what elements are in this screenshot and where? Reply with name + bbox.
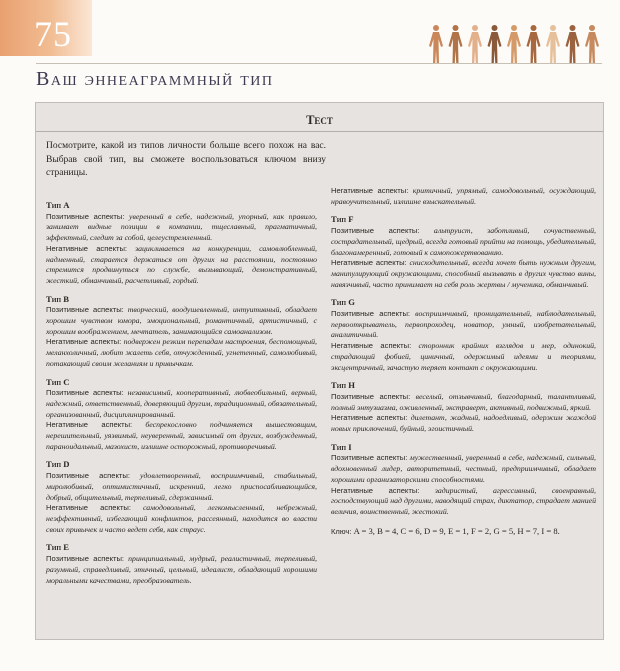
positive-label: Позитивные аспекты: bbox=[331, 453, 408, 463]
negative-aspects bbox=[331, 341, 596, 373]
test-panel bbox=[35, 102, 604, 640]
key-label: Ключ: bbox=[331, 526, 352, 536]
negative-aspects bbox=[46, 244, 317, 287]
type-block-g bbox=[331, 297, 596, 373]
type-heading: Тип H bbox=[331, 380, 355, 391]
positive-text: творческий, воодушевленный, интуитивный, обладает хорошим чувством юмора, эмоциональный, романтичный, артистичный, с хорошим воображением, мечтатель, занимающийся самоанализом. bbox=[46, 305, 318, 336]
negative-label: Негативные аспекты: bbox=[331, 341, 412, 351]
positive-label: Позитивные аспекты: bbox=[46, 471, 130, 481]
types-column-right bbox=[331, 186, 596, 537]
negative-aspects bbox=[331, 413, 596, 434]
negative-text: дилетант, жадный, надоедливый, одержим жаждой новых приключений, буйный, эгоистичный. bbox=[331, 413, 596, 434]
positive-text: мужественный, уверенный в себе, надежный, сильный, вдохновенный лидер, авторитетный, честный, предприимчивый, обладает хорошими организаторскими способностями. bbox=[331, 453, 597, 484]
positive-text: уверенный в себе, надежный, упорный, как правило, занимает видные позиции в компании, тщеславный, прагматичный, эффектный, следит за собой, целеустремленный. bbox=[46, 211, 318, 243]
type-block-c bbox=[46, 377, 317, 453]
human-figure-icon bbox=[507, 25, 521, 64]
negative-aspects bbox=[46, 503, 317, 535]
negative-label: Негативные аспекты: bbox=[46, 243, 128, 253]
key-text: A = 3, B = 4, C = 6, D = 9, E = 1, F = 2, G = 5, H = 7, I = 8. bbox=[353, 525, 560, 536]
human-figure-icon bbox=[488, 25, 502, 64]
negative-label: Негативные аспекты: bbox=[46, 503, 131, 513]
negative-text: самодовольный, легкомысленный, небрежный, неэффективный, избегающий конфликтов, рассеянный, находится во власти своих привычек и часто ведет себя, как страус. bbox=[46, 503, 317, 534]
negative-label: Негативные аспекты: bbox=[331, 186, 409, 195]
chapter-title: Ваш эннеаграммный тип bbox=[36, 68, 274, 90]
negative-text: сторонник крайних взглядов и мер, одинокий, страдающий фобией, циничный, одержимый идеями и теориями, эксцентричный, зачастую теряет контакт с окружающими. bbox=[331, 341, 596, 372]
test-title-divider bbox=[36, 131, 603, 132]
positive-aspects bbox=[331, 226, 596, 258]
positive-label: Позитивные аспекты: bbox=[46, 388, 124, 398]
test-intro: Посмотрите, какой из типов личности больше всего похож на вас. Выбрав свой тип, вы сможете воспользоваться ключом внизу страницы. bbox=[46, 141, 326, 178]
positive-aspects bbox=[46, 212, 317, 244]
negative-aspects bbox=[46, 337, 317, 369]
test-title: Тест bbox=[306, 113, 333, 127]
positive-label: Позитивные аспекты: bbox=[46, 211, 125, 221]
positive-text: альтруист, заботливый, сочувственный, сострадательный, щедрый, всегда готовый прийти на помощь, убедительный, благонамеренный, готовый к самопожертвованию. bbox=[331, 226, 596, 257]
positive-aspects bbox=[46, 388, 317, 420]
type-block-i bbox=[331, 442, 596, 518]
type-heading: Тип G bbox=[331, 297, 355, 308]
negative-text: зацикливается на конкуренции, самовлюбленный, надменный, старается держаться от других на расстоянии, постоянно стремится продвинуться по службе, вызывающий, демонстративный, жесткий, обманчивый, расчетливый, гордый. bbox=[46, 243, 318, 285]
negative-aspects bbox=[331, 186, 596, 207]
positive-text: веселый, отзывчивый, благодарный, талантливый, полный энтузиазма, оживленный, экстраверт, активный, подвижный, яркий. bbox=[331, 391, 596, 412]
page-number: 75 bbox=[34, 14, 72, 54]
types-column-left bbox=[46, 193, 317, 586]
positive-text: независимый, кооперативный, любвеобильный, верный, надежный, ответственный, доверяющий другим, традиционный, обязательный, организованный, дисциплинированный. bbox=[46, 388, 318, 419]
negative-text: снисходительный, всегда хочет быть нужным другим, манипулирующий окружающими, способный вызывать в других чувство вины, навязчивый, часто принимает на себя роль жертвы / мученика, обманчивый. bbox=[331, 258, 596, 289]
human-figure-icon bbox=[546, 25, 560, 64]
type-block-h bbox=[331, 380, 596, 435]
negative-text: подвержен резким перепадам настроения, беспомощный, меланхоличный, любит жалеть себя, отчужденный, угнетенный, самолюбивый, потакающий своим желаниям и привычкам. bbox=[46, 337, 317, 368]
positive-aspects bbox=[46, 305, 317, 337]
type-heading: Тип A bbox=[46, 200, 70, 210]
type-block-a bbox=[46, 200, 317, 287]
positive-aspects bbox=[46, 554, 317, 586]
type-heading: Тип B bbox=[46, 293, 69, 304]
positive-label: Позитивные аспекты: bbox=[331, 226, 420, 236]
human-figure-icon bbox=[429, 25, 443, 64]
positive-text: удовлетворенный, восприимчивый, стабильный, миролюбивый, оптимистичный, искренний, легко приспосабливающийся, добрый, общительный, терпеливый, сдержанный. bbox=[46, 471, 317, 502]
negative-aspects bbox=[331, 486, 596, 518]
positive-aspects bbox=[331, 309, 596, 341]
human-figure-icon bbox=[527, 25, 541, 64]
positive-label: Позитивные аспекты: bbox=[331, 309, 411, 319]
negative-aspects bbox=[331, 258, 596, 290]
type-block-f bbox=[331, 214, 596, 290]
type-heading: Тип I bbox=[331, 441, 352, 452]
human-figure-icon bbox=[468, 25, 482, 64]
negative-aspects bbox=[46, 420, 317, 452]
type-block-d bbox=[46, 459, 317, 535]
human-figure-icon bbox=[585, 25, 599, 64]
negative-label: Негативные аспекты: bbox=[46, 420, 133, 430]
type-block-e-continued bbox=[331, 186, 596, 207]
positive-text: принципиальный, мудрый, реалистичный, терпеливый, разумный, справедливый, этичный, цельный, идеалист, обладающий хорошими моральными качествами, преобразователь. bbox=[46, 554, 317, 585]
positive-aspects bbox=[331, 392, 596, 413]
negative-text: беспрекословно подчиняется вышестоящим, нерешительный, уязвимый, неуверенный, зависимый от других, возбужденный, параноидальный, мазохист, излишне осторожный, противоречивый. bbox=[46, 420, 317, 451]
type-block-b bbox=[46, 294, 317, 370]
answer-key bbox=[331, 526, 596, 538]
positive-aspects bbox=[46, 471, 317, 503]
type-heading: Тип E bbox=[46, 542, 69, 553]
negative-text: задиристый, агрессивный, своенравный, господствующий над другими, наводящий страх, диктатор, страдает манией величия, воинственный, жестокий. bbox=[331, 485, 596, 516]
positive-label: Позитивные аспекты: bbox=[46, 305, 124, 315]
header-divider bbox=[36, 63, 602, 64]
human-figures-illustration bbox=[426, 22, 606, 66]
positive-aspects bbox=[331, 453, 596, 485]
type-heading: Тип F bbox=[331, 214, 354, 225]
human-figure-icon bbox=[449, 25, 463, 64]
type-heading: Тип D bbox=[46, 459, 70, 470]
human-figure-icon bbox=[566, 25, 580, 64]
negative-text: критичный, упрямый, самодовольный, осуждающий, нравоучительный, излишне взыскательный. bbox=[331, 186, 596, 206]
type-block-e bbox=[46, 542, 317, 586]
positive-label: Позитивные аспекты: bbox=[46, 554, 125, 564]
negative-label: Негативные аспекты: bbox=[331, 485, 420, 495]
positive-text: восприимчивый, проницательный, наблюдательный, первооткрыватель, первопроходец, новатор, умный, изобретательный, аналитичный. bbox=[331, 309, 596, 340]
negative-label: Негативные аспекты: bbox=[331, 258, 407, 268]
page-number-banner bbox=[0, 0, 92, 56]
positive-label: Позитивные аспекты: bbox=[331, 391, 411, 401]
type-heading: Тип C bbox=[46, 376, 70, 387]
negative-label: Негативные аспекты: bbox=[331, 413, 408, 423]
negative-label: Негативные аспекты: bbox=[46, 337, 122, 347]
